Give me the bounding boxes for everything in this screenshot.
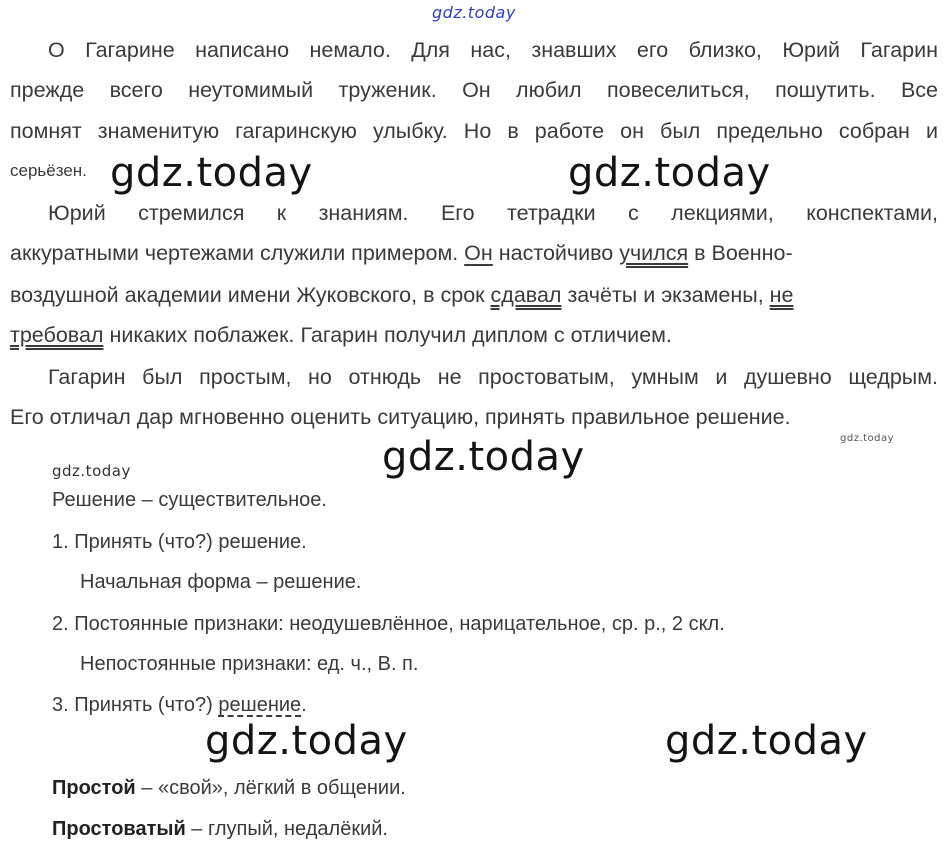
object-underline: решение: [218, 694, 302, 716]
text-segment: .: [301, 694, 307, 716]
predicate-underline: учился: [619, 241, 689, 265]
solution-step-3: [52, 691, 307, 719]
term: Простоватый: [52, 818, 186, 840]
text-segment: воздушной академии имени Жуковского, в срок: [10, 283, 491, 307]
paragraph-2-line-3: [10, 280, 938, 310]
watermark-big-4: gdz.today: [205, 718, 408, 764]
paragraph-1-line-4: серьёзен.: [10, 161, 87, 180]
solution-step-1: 1. Принять (что?) решение.: [52, 531, 307, 553]
solution-heading: Решение – существительное.: [52, 489, 327, 511]
paragraph-2-line-1: Юрий стремился к знаниям. Его тетрадки с лекциями, конспектами,: [48, 201, 938, 225]
predicate-underline: сдавал: [490, 283, 562, 307]
definition-simple: [52, 774, 406, 802]
solution-step-2: 2. Постоянные признаки: неодушевлённое, нарицательное, ср. р., 2 скл.: [52, 613, 725, 635]
predicate-underline: требовал: [10, 323, 104, 347]
paragraph-1-line-1: О Гагарине написано немало. Для нас, знавших его близко, Юрий Гагарин: [48, 38, 938, 62]
solution-step-1-detail: Начальная форма – решение.: [80, 571, 362, 593]
watermark-top: gdz.today: [432, 3, 516, 22]
watermark-big-3: gdz.today: [382, 434, 585, 480]
watermark-tiny: gdz.today: [840, 433, 895, 444]
text-segment: аккуратными чертежами служили примером.: [10, 241, 465, 265]
paragraph-3-line-1: Гагарин был простым, но отнюдь не простоватым, умным и душевно щедрым.: [48, 365, 938, 389]
paragraph-1-line-3: помнят знаменитую гагаринскую улыбку. Но в работе он был предельно собран и: [10, 119, 938, 143]
text-segment: в Военно-: [688, 241, 793, 265]
paragraph-1-line-2: прежде всего неутомимый труженик. Он любил повеселиться, пошутить. Все: [10, 78, 938, 102]
solution-step-2-detail: Непостоянные признаки: ед. ч., В. п.: [80, 653, 419, 675]
paragraph-2-line-4: [10, 320, 938, 350]
watermark-small: gdz.today: [52, 462, 131, 480]
paragraph-3-line-2: Его отличал дар мгновенно оценить ситуацию, принять правильное решение.: [10, 405, 791, 429]
text-segment: 3. Принять (что?): [52, 694, 219, 716]
predicate-underline: не: [769, 283, 794, 307]
text-segment: настойчиво: [492, 241, 620, 265]
text-segment: зачёты и экзамены,: [561, 283, 770, 307]
watermark-big-5: gdz.today: [665, 718, 868, 764]
subject-underline: Он: [464, 241, 493, 265]
definition-simpleton: [52, 815, 388, 843]
term: Простой: [52, 777, 136, 799]
watermark-big-1: gdz.today: [110, 150, 313, 196]
definition-text: – «свой», лёгкий в общении.: [135, 777, 406, 799]
text-segment: никаких поблажек. Гагарин получил диплом с отличием.: [103, 323, 672, 347]
definition-text: – глупый, недалёкий.: [185, 818, 388, 840]
paragraph-2-line-2: [10, 238, 938, 268]
watermark-big-2: gdz.today: [568, 150, 771, 196]
